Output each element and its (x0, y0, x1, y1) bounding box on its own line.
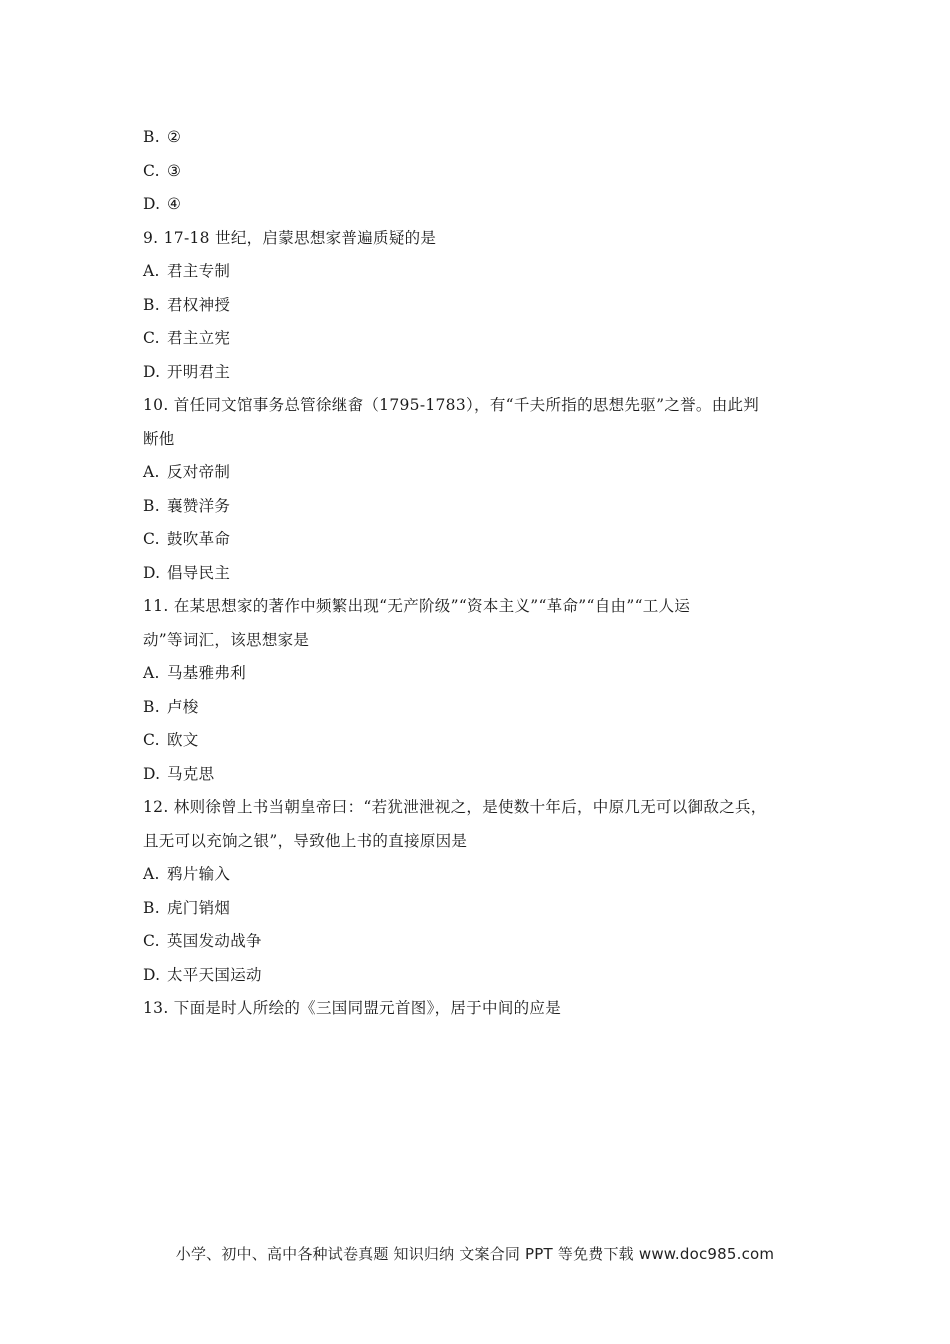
option-line (143, 155, 823, 189)
option-text: 太平天国运动 (167, 965, 262, 984)
option-text: ② (167, 128, 182, 146)
option-text: 英国发动战争 (167, 932, 262, 950)
page-footer: 小学、初中、高中各种试卷真题 知识归纳 文案合同 PPT 等免费下载 www.doc985.com (175, 1245, 775, 1263)
question-content (143, 121, 823, 1026)
option-letter: D. (143, 362, 161, 381)
option-line (143, 289, 823, 323)
option-line (143, 758, 823, 792)
option-letter: C. (143, 161, 160, 180)
option-text: 虎门销烟 (167, 898, 231, 917)
option-text: 君主立宪 (167, 329, 231, 347)
option-text: 开明君主 (167, 362, 231, 381)
question-stem: 12. 林则徐曾上书当朝皇帝曰：“若犹泄泄视之，是使数十年后，中原几无可以御敌之兵， (143, 798, 767, 816)
option-text: 马基雅弗利 (167, 664, 247, 682)
option-line (143, 322, 823, 356)
question-stem: 10. 首任同文馆事务总管徐继畲（1795-1783），有“千夫所指的思想先驱”之誉。由此判 (143, 396, 760, 414)
option-text: 反对帝制 (167, 463, 231, 481)
option-text: 马克思 (167, 764, 215, 783)
option-letter: C. (143, 329, 160, 347)
option-letter: B. (143, 496, 160, 515)
option-letter: A. (143, 865, 160, 883)
option-letter: D. (143, 965, 161, 984)
option-line (143, 456, 823, 490)
option-letter: B. (143, 295, 160, 314)
option-text: ④ (167, 195, 182, 213)
option-letter: D. (143, 764, 161, 783)
option-line (143, 724, 823, 758)
option-letter: D. (143, 195, 161, 213)
option-letter: C. (143, 932, 160, 950)
option-text: 君主专制 (167, 262, 231, 280)
option-text: 卢梭 (167, 697, 199, 716)
option-line (143, 858, 823, 892)
option-letter: B. (143, 128, 160, 146)
option-letter: B. (143, 898, 160, 917)
option-line (143, 523, 823, 557)
question-stem: 11. 在某思想家的著作中频繁出现“无产阶级”“资本主义”“革命”“自由”“工人运 (143, 597, 691, 615)
option-letter: A. (143, 664, 160, 682)
option-letter: C. (143, 530, 160, 548)
option-text: 襄赞洋务 (167, 496, 231, 515)
option-letter: A. (143, 262, 160, 280)
question-stem-continued: 断他 (143, 429, 175, 448)
question-stem: 9. 17-18 世纪，启蒙思想家普遍质疑的是 (143, 228, 437, 247)
option-text: 倡导民主 (167, 563, 231, 582)
option-line (143, 188, 823, 222)
option-line (143, 557, 823, 591)
question-stem-continued: 动”等词汇，该思想家是 (143, 630, 310, 649)
option-text: ③ (167, 161, 182, 180)
option-line (143, 657, 823, 691)
option-text: 欧文 (167, 731, 199, 749)
option-line (143, 892, 823, 926)
option-letter: A. (143, 463, 160, 481)
option-line (143, 121, 823, 155)
option-letter: B. (143, 697, 160, 716)
option-text: 鼓吹革命 (167, 530, 231, 548)
option-text: 君权神授 (167, 295, 231, 314)
question-stem-continued: 且无可以充饷之银”，导致他上书的直接原因是 (143, 831, 468, 850)
question-stem: 13. 下面是时人所绘的《三国同盟元首图》，居于中间的应是 (143, 999, 562, 1017)
option-line (143, 356, 823, 390)
option-letter: D. (143, 563, 161, 582)
option-line (143, 959, 823, 993)
option-line (143, 691, 823, 725)
option-line (143, 925, 823, 959)
option-text: 鸦片输入 (167, 865, 231, 883)
option-line (143, 255, 823, 289)
option-line (143, 490, 823, 524)
option-letter: C. (143, 731, 160, 749)
